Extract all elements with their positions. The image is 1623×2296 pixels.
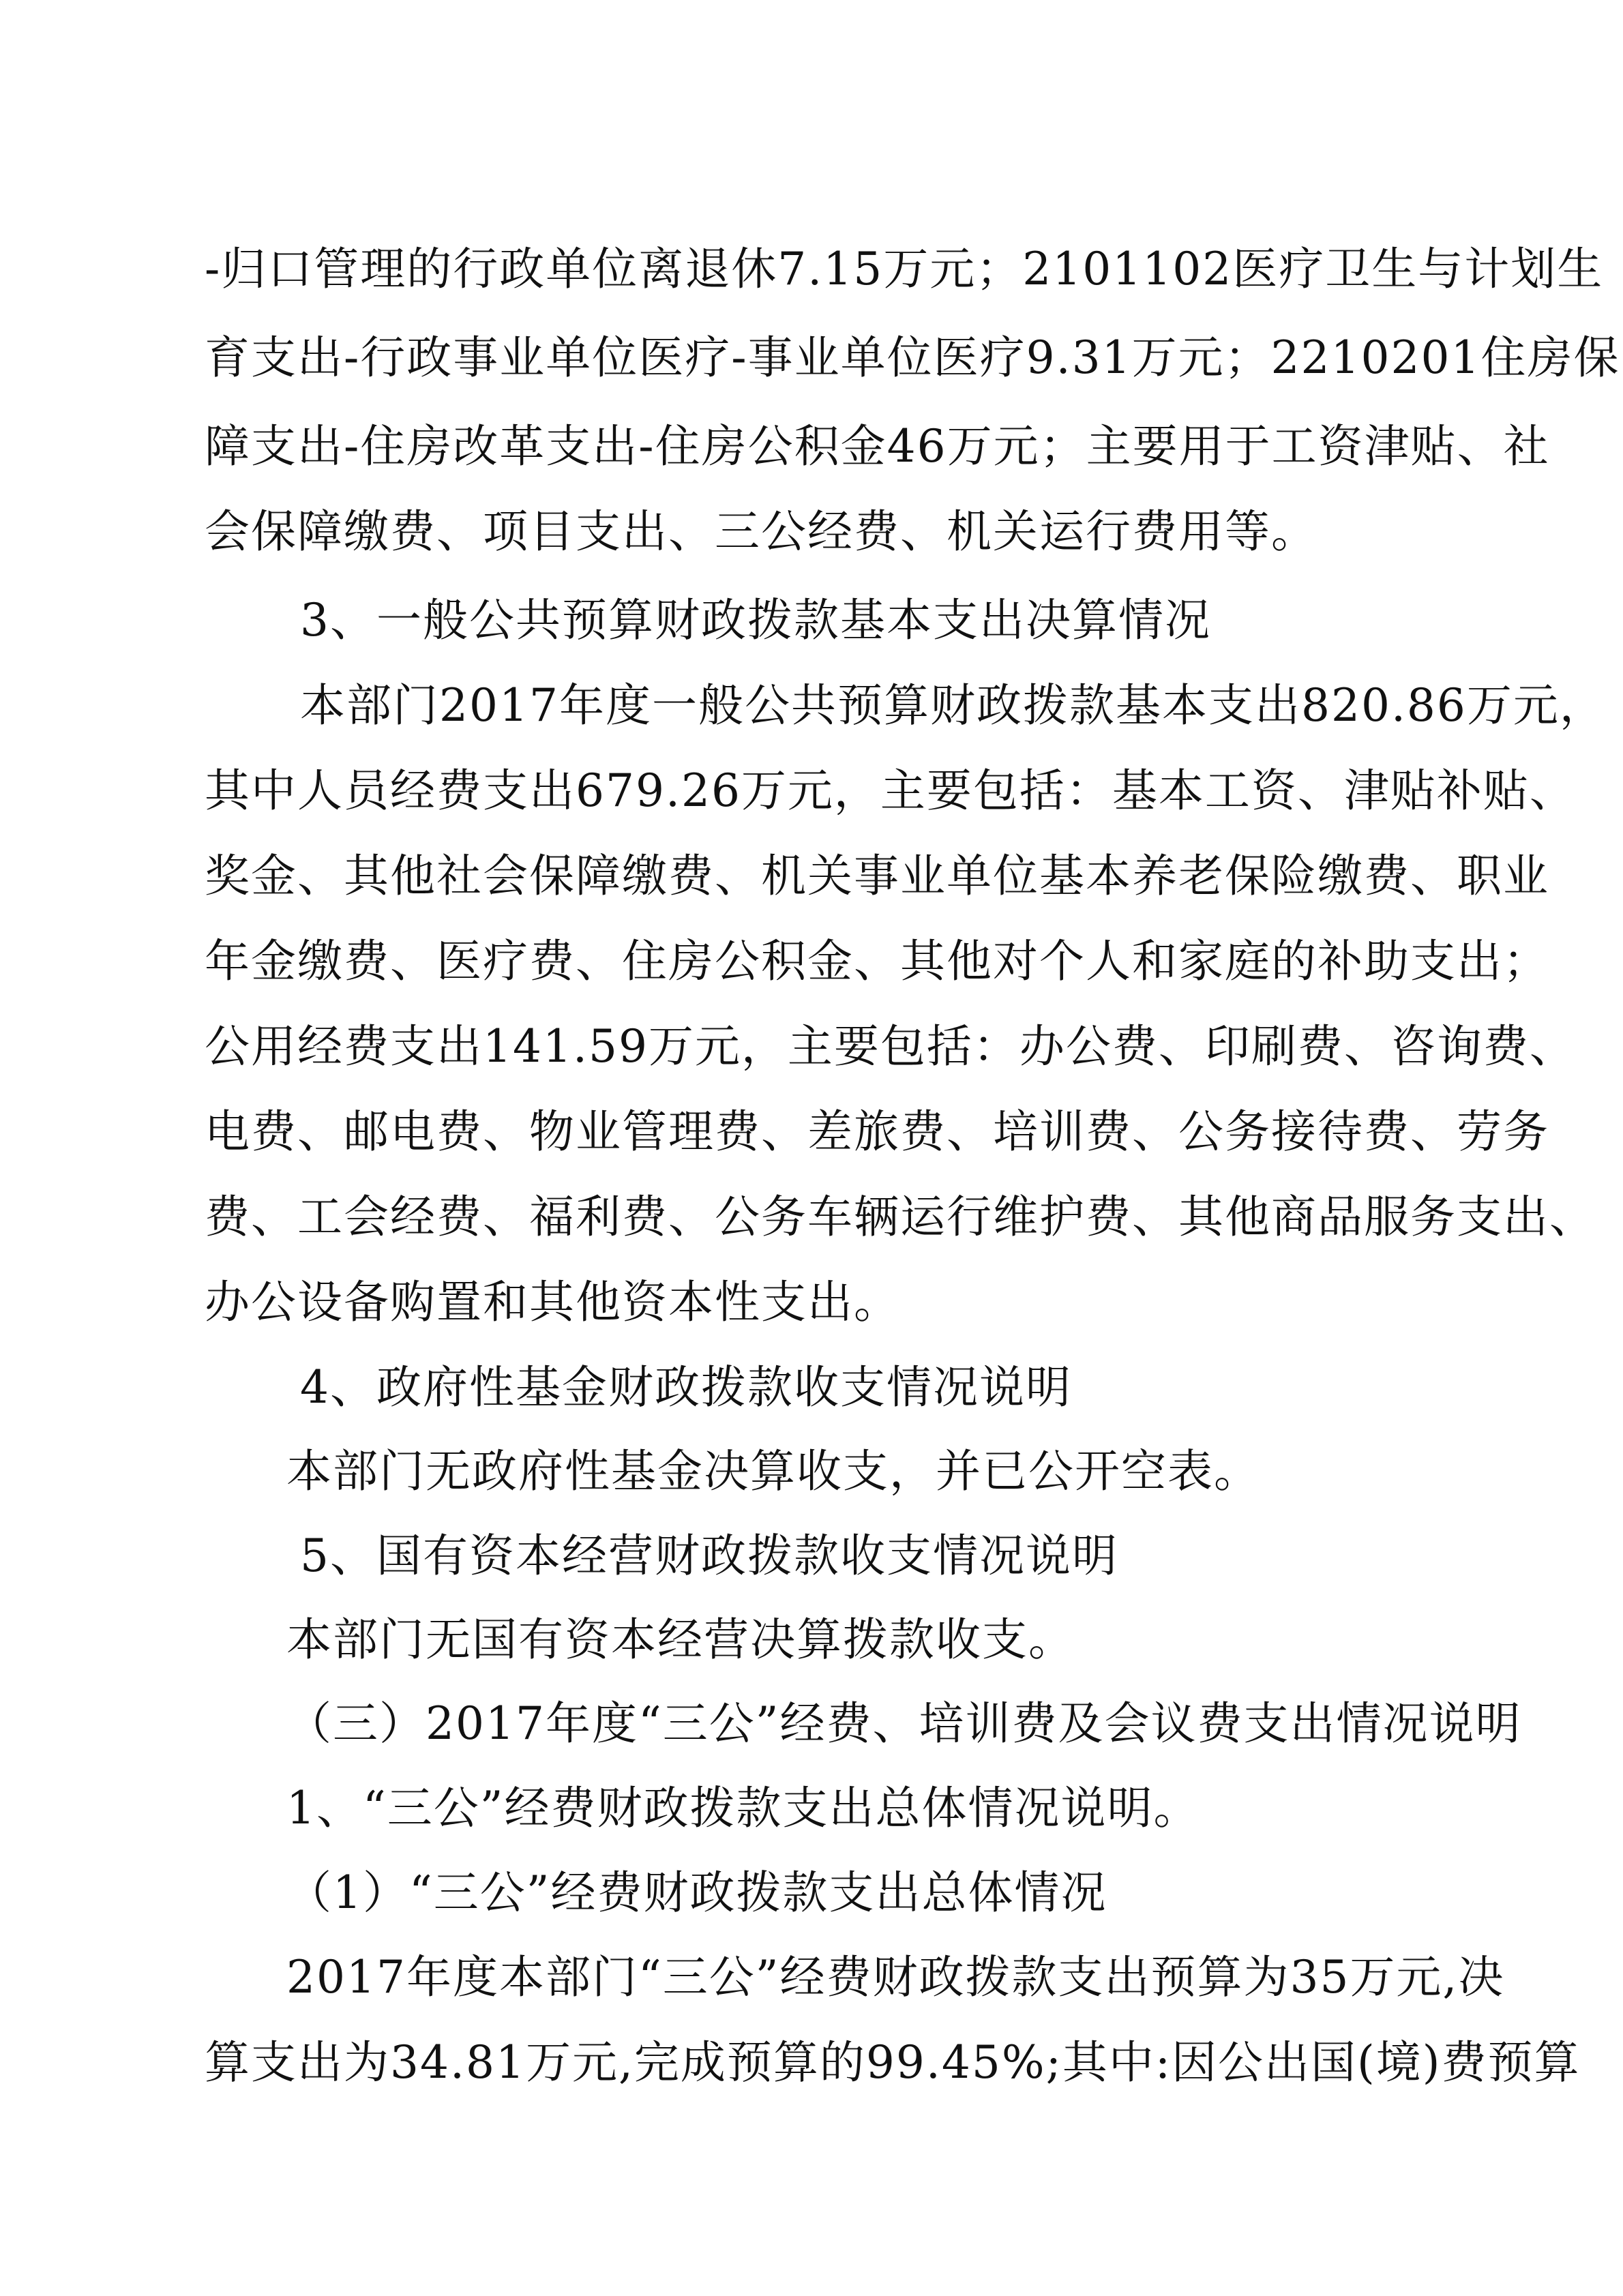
body-text-line: 会保障缴费、项目支出、三公经费、机关运行费用等。 — [205, 505, 1317, 558]
body-text-line: 年金缴费、医疗费、住房公积金、其他对个人和家庭的补助支出； — [205, 935, 1549, 987]
section-heading: （1）“三公”经费财政拨款支出总体情况 — [286, 1866, 1107, 1919]
section-heading: 5、国有资本经营财政拨款收支情况说明 — [300, 1530, 1118, 1582]
body-text-line: 2017年度本部门“三公”经费财政拨款支出预算为35万元,决 — [286, 1951, 1505, 2003]
body-text-line: 本部门无国有资本经营决算拨款收支。 — [286, 1613, 1075, 1666]
body-text-line: 电费、邮电费、物业管理费、差旅费、培训费、公务接待费、劳务 — [205, 1105, 1549, 1158]
section-heading: （三）2017年度“三公”经费、培训费及会议费支出情况说明 — [286, 1697, 1522, 1750]
body-text-line: 其中人员经费支出679.26万元，主要包括：基本工资、津贴补贴、 — [205, 764, 1576, 817]
body-text-line: 公用经费支出141.59万元，主要包括：办公费、印刷费、咨询费、 — [205, 1020, 1576, 1073]
body-text-line: 费、工会经费、福利费、公务车辆运行维护费、其他商品服务支出、 — [205, 1191, 1596, 1243]
body-text-line: 育支出-行政事业单位医疗-事业单位医疗9.31万元；2210201住房保 — [205, 331, 1620, 384]
body-text-line: 本部门2017年度一般公共预算财政拨款基本支出820.86万元， — [300, 679, 1606, 732]
body-text-line: 本部门无政府性基金决算收支，并已公开空表。 — [286, 1445, 1260, 1497]
body-text-line: 算支出为34.81万元,完成预算的99.45%;其中:因公出国(境)费预算 — [205, 2036, 1581, 2089]
body-text-line: -归口管理的行政单位离退休7.15万元；2101102医疗卫生与计划生 — [205, 243, 1604, 295]
body-text-line: 障支出-住房改革支出-住房公积金46万元；主要用于工资津贴、社 — [205, 420, 1550, 473]
body-text-line: 奖金、其他社会保障缴费、机关事业单位基本养老保险缴费、职业 — [205, 850, 1549, 902]
section-heading: 4、政府性基金财政拨款收支情况说明 — [300, 1361, 1072, 1414]
body-text-line: 办公设备购置和其他资本性支出。 — [205, 1276, 900, 1328]
section-heading: 1、“三公”经费财政拨款支出总体情况说明。 — [286, 1782, 1200, 1834]
section-heading: 3、一般公共预算财政拨款基本支出决算情况 — [300, 594, 1211, 646]
